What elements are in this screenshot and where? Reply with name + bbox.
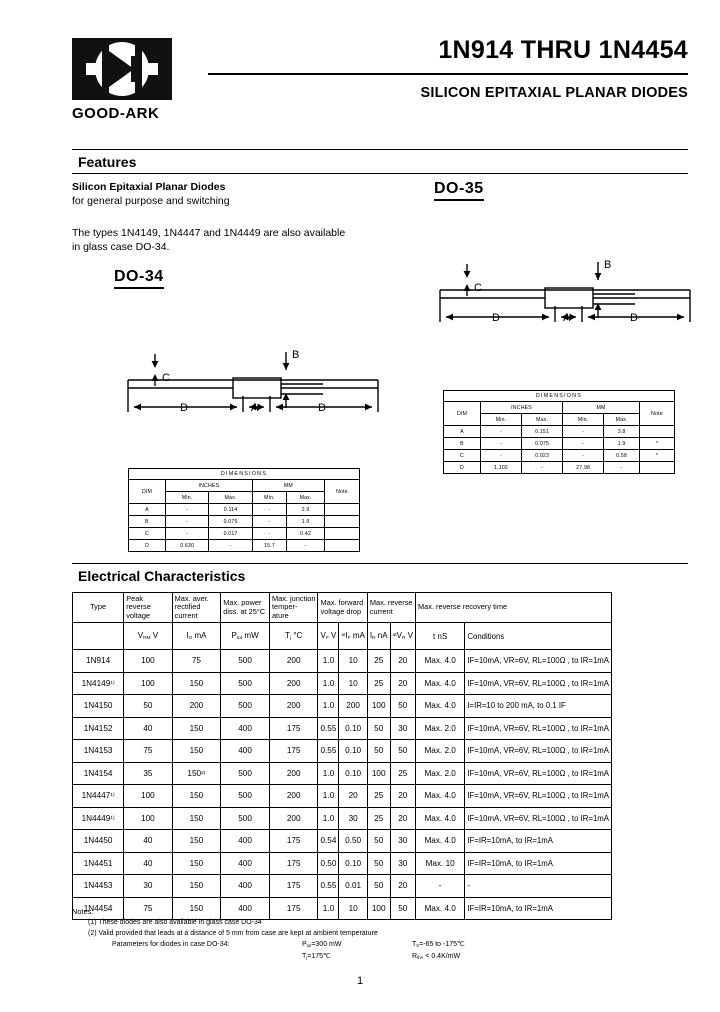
electrical-characteristics-table — [72, 592, 612, 920]
unit-at-if: $^{at}I_F$ mA — [339, 623, 367, 650]
company-name: GOOD-ARK — [72, 105, 160, 122]
title-divider — [208, 73, 688, 75]
table-row: 1N4447$^{1)}$ 100 150 500 200 1.0 20 25 20 Max. 4.0 IF=10mA, VR=6V, RL=100Ω , to IR=1mA — [73, 785, 612, 808]
do34-hdr-in-max: Max. — [209, 492, 252, 504]
table-row: 1N4152 40 150 400 175 0.55 0.10 50 30 Max. 2.0 IF=10mA, VR=6V, RL=100Ω , to IR=1mA — [73, 717, 612, 740]
do35-label-c: C — [474, 282, 482, 294]
features-text-1 — [72, 180, 225, 194]
unit-ir: $I_R$ nA — [367, 623, 390, 650]
hdr-max-junction-temp: Max. junction temper- ature — [269, 593, 318, 623]
do34-hdr-note: Note — [325, 480, 360, 504]
params-label: Parameters for diodes in case DO-34: — [112, 941, 230, 948]
do35-row-b: B - 0.075 - 1.9 * — [444, 438, 675, 450]
param-ptot: $P_{tot}=300$ mW — [302, 941, 342, 948]
table-row: 1N4451 40 150 400 175 0.50 0.10 50 30 Max. 10 IF=IR=10mA, to IR=1mA — [73, 852, 612, 875]
do35-hdr-mm-min: Min. — [563, 414, 604, 426]
table-row: 1N4154 35 150$^{2)}$ 500 200 1.0 0.10 100 25 Max. 2.0 IF=10mA, VR=6V, RL=100Ω , to IR=1mA — [73, 762, 612, 785]
title-block — [208, 38, 688, 101]
do34-row-a: A - 0.114 - 2.9 — [129, 504, 360, 516]
unit-blank — [73, 623, 124, 650]
do34-hdr-dim: DIM — [129, 480, 166, 504]
features-divider — [72, 173, 688, 174]
unit-trr: t nS — [415, 623, 464, 650]
cell-type: 1N4153 — [73, 740, 124, 763]
table-row: 1N4149$^{1)}$ 100 150 500 200 1.0 10 25 20 Max. 4.0 IF=10mA, VR=6V, RL=100Ω , to IR=1mA — [73, 672, 612, 695]
do34-hdr-mm-min: Min. — [252, 492, 286, 504]
do35-drawing — [430, 250, 700, 335]
cell-type: 1N4154 — [73, 762, 124, 785]
do35-hdr-note: Note — [640, 402, 675, 426]
do35-hdr-mm: MM — [563, 402, 640, 414]
cell-type: 1N4450 — [73, 830, 124, 853]
cell-type: 1N4454 — [73, 897, 124, 920]
hdr-max-forward-voltage-drop: Max. forward voltage drop — [318, 593, 367, 623]
do34-hdr-inches: INCHES — [166, 480, 253, 492]
dimensions-table-do34 — [128, 468, 360, 552]
hdr-peak-reverse-voltage: Peak reverse voltage — [124, 593, 172, 623]
do34-label-d2: D — [318, 402, 326, 414]
param-rth: $R_{thA} < 0.4K/mW$ — [412, 953, 461, 960]
unit-conditions: Conditions — [465, 623, 612, 650]
cell-type: 1N4150 — [73, 695, 124, 718]
table-row: 1N4450 40 150 400 175 0.54 0.50 50 30 Max. 4.0 IF=IR=10mA, to IR=1mA — [73, 830, 612, 853]
param-ts: $T_S=-65$ to -175℃ — [412, 941, 465, 948]
cell-type: 1N4152 — [73, 717, 124, 740]
notes-block — [72, 906, 632, 965]
table-row: 1N4150 50 200 500 200 1.0 200 100 50 Max. 4.0 I=IR=10 to 200 mA, to 0.1 IF — [73, 695, 612, 718]
do34-label-d1: D — [180, 402, 188, 414]
features-line4: in glass case DO-34. — [72, 241, 170, 253]
case-label-do35: DO-35 — [434, 180, 484, 201]
do35-hdr-inches: INCHES — [481, 402, 563, 414]
do35-hdr-mm-max: Max. — [604, 414, 640, 426]
table-header-row — [73, 593, 612, 623]
cell-type: 1N914 — [73, 650, 124, 673]
cell-type: 1N4149$^{1)}$ — [73, 672, 124, 695]
do35-row-d: D 1.102 - 27.98 - — [444, 462, 675, 474]
unit-ptot: $P_{tot}$ mW — [221, 623, 270, 650]
table-units-row — [73, 623, 612, 650]
do34-label-c: C — [162, 372, 170, 384]
hdr-max-reverse-recovery-time: Max. reverse recovery time — [415, 593, 611, 623]
unit-at-vr: $^{at}V_R$ V — [390, 623, 415, 650]
do34-hdr-in-min: Min. — [166, 492, 209, 504]
do34-row-b: B - 0.075 - 1.9 — [129, 516, 360, 528]
electrical-divider-top — [72, 563, 688, 564]
do35-hdr-dim: DIM — [444, 402, 481, 426]
notes-heading: Notes: — [72, 907, 94, 916]
do34-hdr-mm-max: Max. — [287, 492, 325, 504]
unit-io: $I_O$ mA — [172, 623, 221, 650]
note-2: (2) Valid provided that leads at a distance of 5 mm from case are kept at ambient temperature — [88, 930, 378, 937]
page-subtitle: SILICON EPITAXIAL PLANAR DIODES — [420, 85, 688, 101]
cell-type: 1N4453 — [73, 875, 124, 898]
do35-row-c: C - 0.023 - 0.58 * — [444, 450, 675, 462]
hdr-max-reverse-current: Max. reverse current — [367, 593, 415, 623]
dimensions-table-do35 — [443, 390, 675, 474]
page-number: 1 — [356, 975, 364, 987]
page-header — [72, 38, 688, 138]
cell-type: 1N4447$^{1)}$ — [73, 785, 124, 808]
do35-hdr-in-min: Min. — [481, 414, 522, 426]
do35-label-b: B — [604, 259, 612, 271]
do34-row-c: C - 0.017 - 0.42 — [129, 528, 360, 540]
do35-label-d1: D — [492, 312, 500, 324]
do34-drawing — [118, 340, 388, 425]
features-section-title: Features — [78, 154, 137, 170]
table-row: 1N4453 30 150 400 175 0.55 0.01 50 20 - - — [73, 875, 612, 898]
do34-row-d: D 0.630 - 15.7 - — [129, 540, 360, 552]
features-line3: The types 1N4149, 1N4447 and 1N4449 are also available — [72, 227, 346, 239]
unit-vrm: $V_{RM}$ V — [124, 623, 172, 650]
do34-hdr-mm: MM — [252, 480, 324, 492]
table-row: 1N4454 75 150 400 175 1.0 10 100 50 Max. 4.0 IF=IR=10mA, to IR=1mA — [73, 897, 612, 920]
do34-label-a: A — [251, 402, 259, 414]
case-label-do34: DO-34 — [114, 268, 164, 289]
note-1: (1) These diodes are also available in glass case DO-34 — [88, 919, 262, 926]
goodark-logo-icon — [72, 38, 172, 100]
hdr-type: Type — [73, 593, 124, 623]
header-divider — [72, 149, 688, 150]
table-row: 1N914 100 75 500 200 1.0 10 25 20 Max. 4.0 IF=10mA, VR=6V, RL=100Ω , to IR=1mA — [73, 650, 612, 673]
do34-dim-title: DIMENSIONS — [129, 469, 360, 480]
do35-dim-title: DIMENSIONS — [444, 391, 675, 402]
cell-type: 1N4449$^{1)}$ — [73, 807, 124, 830]
do35-label-d2: D — [630, 312, 638, 324]
do34-label-b: B — [292, 349, 300, 361]
electrical-section-title: Electrical Characteristics — [78, 568, 246, 584]
page-title: 1N914 THRU 1N4454 — [438, 36, 688, 64]
cell-type: 1N4451 — [73, 852, 124, 875]
features-line1: Silicon Epitaxial Planar Diodes — [72, 181, 226, 193]
company-logo — [72, 38, 180, 122]
do35-row-a: A - 0.151 - 3.8 — [444, 426, 675, 438]
do35-label-a: A — [563, 312, 571, 324]
unit-vf: $V_F$ V — [318, 623, 339, 650]
note-params — [112, 939, 632, 965]
features-line2: for general purpose and switching — [72, 195, 230, 207]
table-row: 1N4153 75 150 400 175 0.55 0.10 50 50 Max. 2.0 IF=10mA, VR=6V, RL=100Ω , to IR=1mA — [73, 740, 612, 763]
hdr-max-power-diss: Max. power diss. at 25°C — [221, 593, 270, 623]
param-tj: $T_j=175℃$ — [302, 953, 331, 960]
hdr-max-aver-rectified-current: Max. aver. rectified current — [172, 593, 221, 623]
table-row: 1N4449$^{1)}$ 100 150 500 200 1.0 30 25 20 Max. 4.0 IF=10mA, VR=6V, RL=100Ω , to IR=1mA — [73, 807, 612, 830]
unit-tj: $T_j$ °C — [269, 623, 318, 650]
do35-hdr-in-max: Max. — [522, 414, 563, 426]
